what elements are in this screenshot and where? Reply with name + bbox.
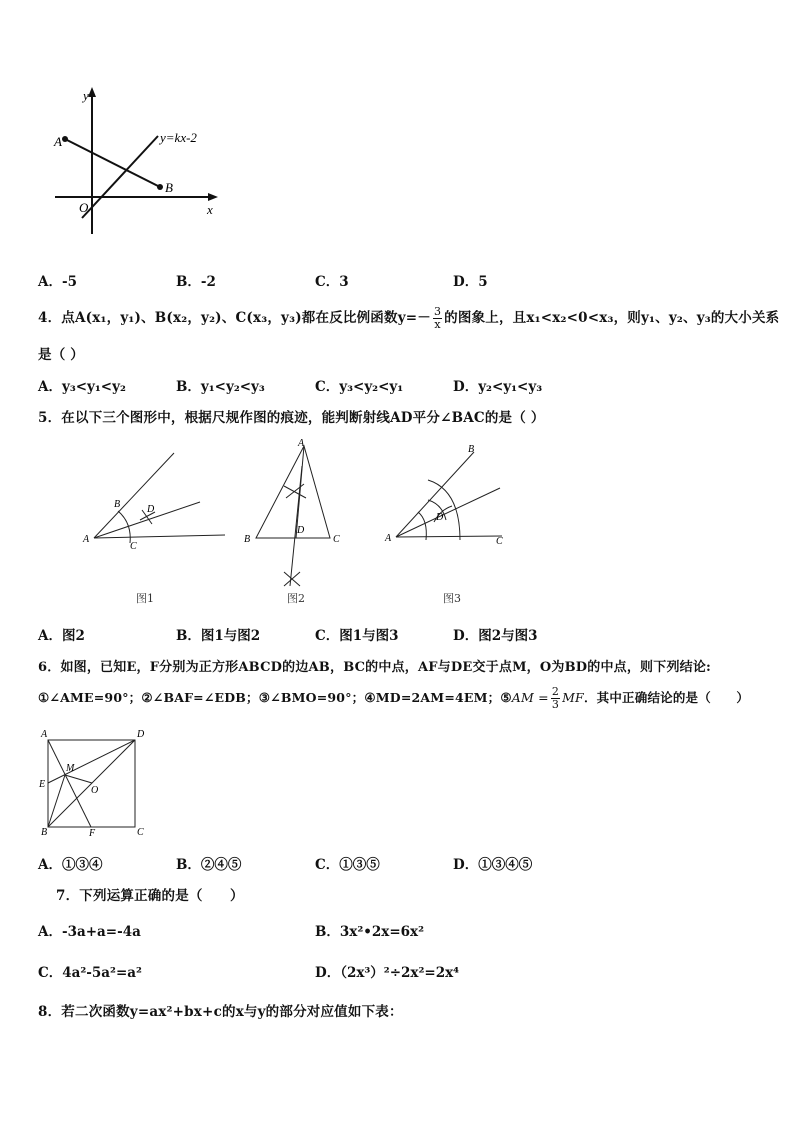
fig2-caption: 图2 [287, 592, 305, 605]
q6-frac-den: 3 [551, 698, 560, 711]
q5-option-a[interactable]: A．图2 [38, 628, 85, 644]
q4-fraction [433, 306, 442, 331]
fig3-ray-ab [396, 452, 474, 537]
q6-label-c: C [137, 827, 144, 838]
fig3-ray-ac [396, 536, 502, 537]
fig3-caption: 图3 [443, 592, 461, 605]
q4-frac-num: 3 [433, 305, 442, 318]
q6-line-bd [48, 740, 135, 827]
fig1-label-c: C [130, 541, 137, 552]
q4-option-b[interactable]: B．y₁<y₂<y₃ [176, 379, 265, 395]
q7-option-d[interactable]: D．（2x³）²÷2x²=2x⁴ [315, 965, 460, 981]
q3-graph [50, 84, 230, 240]
q5-option-b[interactable]: B．图1与图2 [176, 628, 261, 644]
point-a-label: A [54, 134, 62, 149]
q5-figure-1 [80, 448, 230, 558]
q4-stem-line2: 是（ ） [38, 347, 84, 363]
q6-line-af [48, 740, 91, 827]
q6-stem-line2 [38, 686, 749, 711]
segment-ab [65, 139, 160, 187]
q6-label-m: M [66, 763, 75, 774]
x-axis-label: x [207, 202, 213, 217]
fig1-label-a: A [83, 534, 90, 545]
q7-option-b[interactable]: B．3x²•2x=6x² [315, 924, 425, 940]
fig2-cross-top [284, 484, 306, 498]
q6-mf-text: MF [562, 690, 584, 705]
x-axis-arrow [208, 193, 218, 201]
q4-frac-den: x [434, 318, 441, 331]
q3-option-c[interactable]: C．3 [315, 274, 349, 290]
q6-line-de [48, 740, 135, 783]
fig2-label-d: D [297, 525, 305, 536]
q8-stem: 8．若二次函数y=ax²+bx+c的x与y的部分对应值如下表： [38, 1004, 403, 1020]
q4-option-d[interactable]: D．y₂<y₁<y₃ [453, 379, 543, 395]
fig1-ray-ac [94, 535, 225, 538]
fig1-label-d: D [147, 504, 155, 515]
q6-stem-line1: 6．如图，已知E，F分别为正方形ABCD的边AB，BC的中点，AF与DE交于点M，O为BD的中点，则下列结论: [38, 660, 712, 675]
q5-stem: 5．在以下三个图形中，根据尺规作图的痕迹，能判断射线AD平分∠BAC的是（ ） [38, 410, 545, 426]
fig3-ray-ad [396, 488, 500, 537]
q6-label-a: A [41, 729, 48, 740]
q3-option-b[interactable]: B．-2 [176, 274, 216, 290]
fig2-label-b: B [244, 534, 251, 545]
q7-stem: 7．下列运算正确的是（ ） [56, 888, 244, 904]
q6-stem-end: ．其中正确结论的是（ ） [583, 690, 750, 705]
fig1-arc [118, 511, 130, 543]
q5-figure-2 [240, 438, 350, 590]
q6-option-c[interactable]: C．①③⑤ [315, 857, 380, 873]
q6-frac-num: 2 [551, 685, 560, 698]
q7-option-a[interactable]: A．-3a+a=-4a [38, 924, 141, 940]
q7-option-c[interactable]: C．4a²-5a²=a² [38, 965, 142, 981]
fig3-label-d: D [436, 512, 444, 523]
q4-option-a[interactable]: A．y₃<y₁<y₂ [38, 379, 126, 395]
point-b [157, 184, 163, 190]
q6-label-b: B [41, 827, 48, 838]
q5-option-c[interactable]: C．图1与图3 [315, 628, 399, 644]
line-label: y=kx-2 [160, 130, 197, 145]
fig2-label-a: A [298, 438, 305, 449]
q4-stem-line1 [38, 306, 779, 331]
q5-figure-3 [382, 440, 512, 558]
point-b-label: B [165, 180, 173, 195]
q5-option-d[interactable]: D．图2与图3 [453, 628, 538, 644]
fig3-label-c: C [496, 536, 503, 547]
y-axis-label: y [83, 88, 89, 103]
y-axis-arrow [88, 87, 96, 97]
q4-option-c[interactable]: C．y₃<y₂<y₁ [315, 379, 404, 395]
fig3-label-a: A [385, 533, 392, 544]
q3-option-d[interactable]: D．5 [453, 274, 488, 290]
q6-option-a[interactable]: A．①③④ [38, 857, 103, 873]
q6-label-d: D [137, 729, 145, 740]
fig3-label-b: B [468, 444, 475, 455]
q6-label-f: F [89, 828, 96, 838]
line-kx-2 [82, 136, 158, 218]
q6-option-b[interactable]: B．②④⑤ [176, 857, 242, 873]
q4-stem-after: 的图象上，且x₁<x₂<0<x₃，则y₁、y₂、y₃的大小关系 [444, 310, 780, 326]
point-a [62, 136, 68, 142]
q6-label-e: E [39, 779, 46, 790]
q6-figure [36, 726, 154, 838]
q6-conclusions: ①∠AME=90°；②∠BAF=∠EDB；③∠BMO=90°；④MD=2AM=4EM；⑤ [38, 690, 512, 705]
q6-fraction [551, 686, 560, 711]
fig1-caption: 图1 [136, 592, 154, 605]
fig2-label-c: C [333, 534, 340, 545]
q6-option-d[interactable]: D．①③④⑤ [453, 857, 533, 873]
fig1-ray-ab [94, 453, 174, 538]
q3-option-a[interactable]: A．-5 [38, 274, 77, 290]
fig1-label-b: B [114, 499, 121, 510]
origin-label: O [79, 200, 89, 215]
fig2-cross-bottom [284, 572, 300, 586]
q6-am-text: AM = [511, 690, 549, 705]
q6-label-o: O [91, 785, 99, 796]
q4-stem-text: 4．点A(x₁，y₁)、B(x₂，y₂)、C(x₃，y₃)都在反比例函数y=－ [38, 310, 431, 326]
